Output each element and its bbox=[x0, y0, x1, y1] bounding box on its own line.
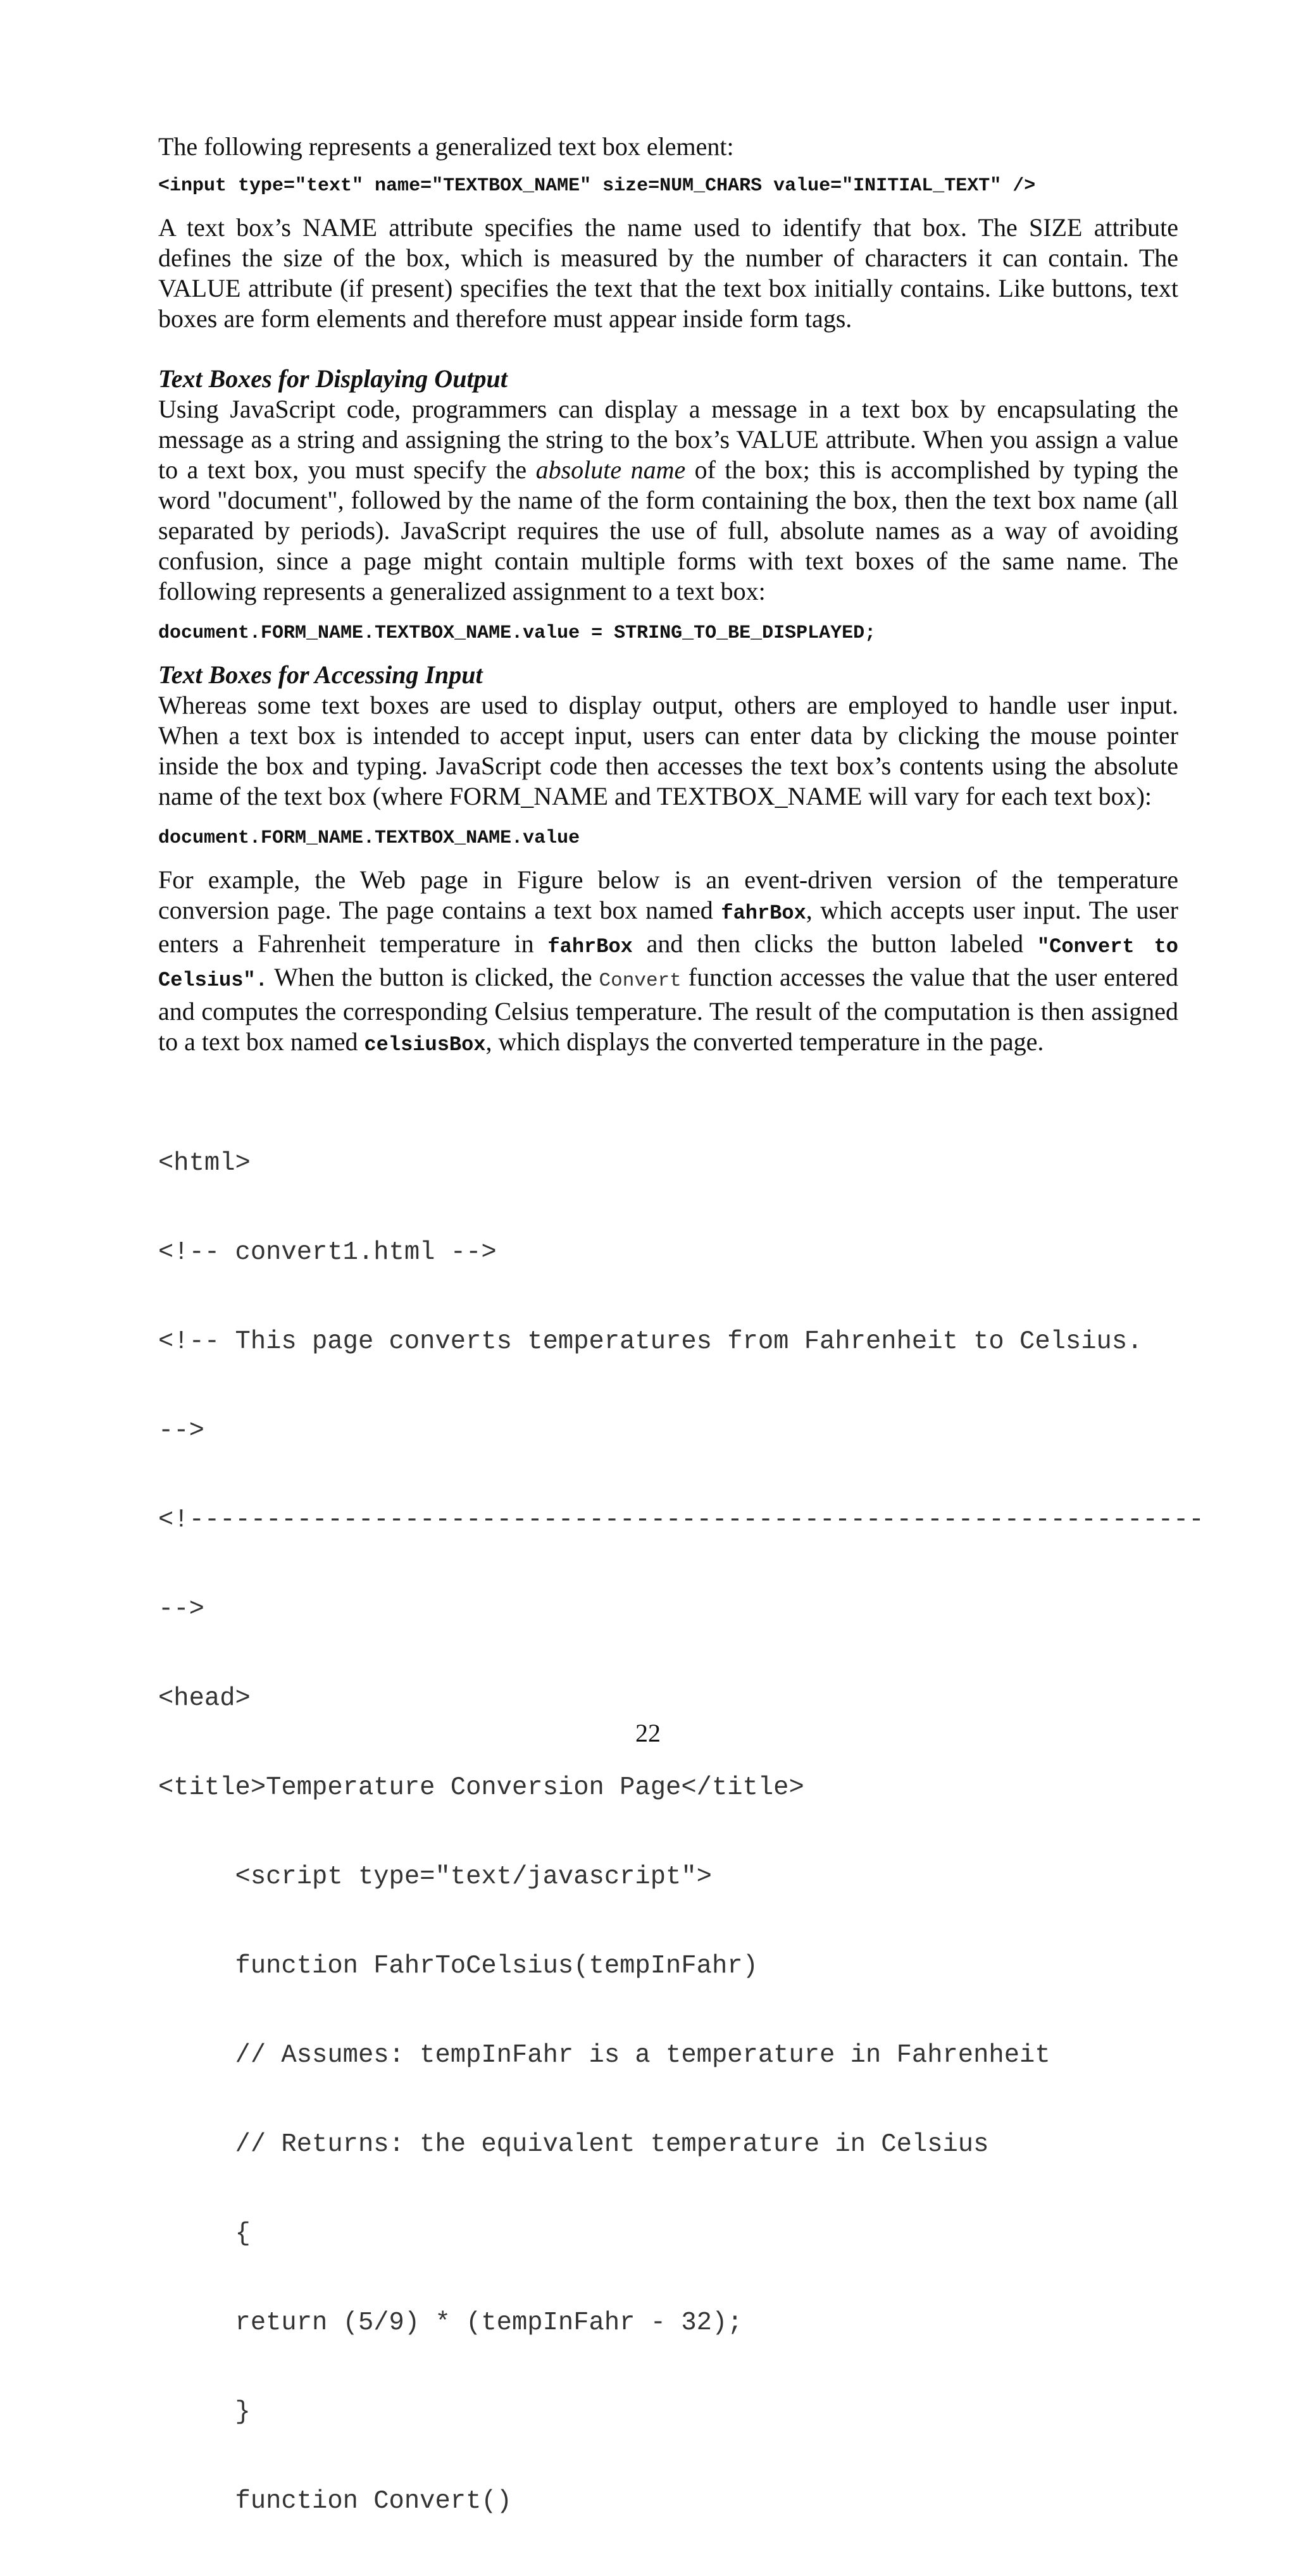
page-number: 22 bbox=[635, 1719, 661, 1747]
heading-displaying-output: Text Boxes for Displaying Output bbox=[158, 364, 508, 393]
code-line: <!------------------------------------------------------------------ bbox=[158, 1506, 1204, 1535]
example-text-1: For example, the Web page in Figure below is an event-driven version of the temperature conversion page. The page contains a text box named bbox=[158, 865, 1178, 924]
convert-button-label-code: "Convert to Celsius". bbox=[158, 935, 1179, 992]
input-paragraph: Whereas some text boxes are used to display output, others are employed to handle user input. When a text box is intended to accept input, users can enter data by clicking the mouse pointer inside the box and typing. JavaScript code then accesses the text box’s contents using the absolute name of the text box (where FORM_NAME and TEXTBOX_NAME will vary for each text box): bbox=[158, 691, 1178, 810]
convert-function-code: Convert bbox=[599, 970, 682, 992]
fahrbox-code-2: fahrBox bbox=[547, 935, 633, 958]
example-paragraph bbox=[158, 865, 1178, 1060]
example-text-6: , which displays the converted temperature in the page. bbox=[485, 1027, 1044, 1056]
code-input-element: <input type="text" name="TEXTBOX_NAME" size=NUM_CHARS value="INITIAL_TEXT" /> bbox=[158, 175, 1036, 197]
attributes-paragraph: A text box’s NAME attribute specifies the name used to identify that box. The SIZE attribute defines the size of the box, which is measured by the number of characters it can contain. The VALUE attribute (if present) specifies the text that the text box initially contains. Like buttons, text boxes are form elements and therefore must appear inside form tags. bbox=[158, 213, 1178, 333]
code-line: <!-- convert1.html --> bbox=[158, 1238, 497, 1267]
example-text-4: When the button is clicked, the bbox=[267, 963, 599, 991]
code-line: --> bbox=[158, 1595, 204, 1624]
example-text-3: and then clicks the button labeled bbox=[632, 929, 1037, 958]
code-line: { bbox=[158, 2219, 251, 2248]
example-text-2: , which accepts user input. The user enters a Fahrenheit temperature in bbox=[158, 896, 1179, 958]
code-line: <head> bbox=[158, 1684, 251, 1713]
code-line: function FahrToCelsius(tempInFahr) bbox=[158, 1952, 758, 1981]
code-line: return (5/9) * (tempInFahr - 32); bbox=[158, 2308, 743, 2338]
code-line: <title>Temperature Conversion Page</title> bbox=[158, 1773, 804, 1802]
fahrbox-code: fahrBox bbox=[721, 901, 806, 925]
example-text-5: function accesses the value that the user entered and computes the corresponding Celsius temperature. The result of the computation is then assigned to a text box named bbox=[158, 963, 1178, 1056]
code-line: <!-- This page converts temperatures from Fahrenheit to Celsius. bbox=[158, 1327, 1143, 1356]
code-access: document.FORM_NAME.TEXTBOX_NAME.value bbox=[158, 827, 580, 849]
code-line: <html> bbox=[158, 1149, 251, 1178]
output-text-1: Using JavaScript code, programmers can display a message in a text box by encapsulating the message as a string and assigning the string to the box’s VALUE attribute. When you assign a value to a text box, you must specify the bbox=[158, 395, 1178, 484]
absolute-name-emphasis: absolute name bbox=[535, 455, 686, 484]
code-line: // Assumes: tempInFahr is a temperature in Fahrenheit bbox=[158, 2041, 1050, 2070]
celsiusbox-code: celsiusBox bbox=[364, 1033, 486, 1056]
code-line: --> bbox=[158, 1416, 204, 1446]
document-page bbox=[158, 124, 1204, 2576]
html-code-listing bbox=[158, 1089, 1204, 2576]
code-line: <script type="text/javascript"> bbox=[158, 1862, 712, 1892]
code-line: function Convert() bbox=[158, 2487, 512, 2516]
code-assignment: document.FORM_NAME.TEXTBOX_NAME.value = STRING_TO_BE_DISPLAYED; bbox=[158, 622, 876, 644]
code-line: // Returns: the equivalent temperature in Celsius bbox=[158, 2130, 989, 2159]
heading-accessing-input: Text Boxes for Accessing Input bbox=[158, 660, 483, 689]
output-text-2: of the box; this is accomplished by typing the word "document", followed by the name of the form containing the box, then the text box name (all separated by periods). JavaScript requires the use of full, absolute names as a way of avoiding confusion, since a page might contain multiple forms with text boxes of the same name. The following represents a generalized assignment to a text box: bbox=[158, 455, 1179, 605]
intro-paragraph: The following represents a generalized text box element: bbox=[158, 132, 734, 161]
code-line: } bbox=[158, 2398, 251, 2427]
output-paragraph bbox=[158, 394, 1178, 607]
